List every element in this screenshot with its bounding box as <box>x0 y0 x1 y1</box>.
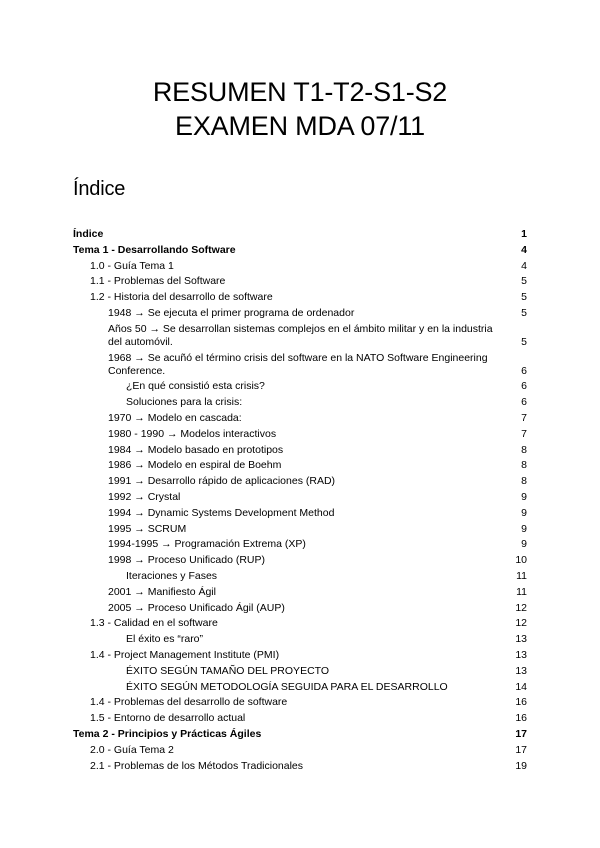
toc-entry[interactable] <box>73 491 527 504</box>
toc-entry-page-number: 12 <box>515 617 527 630</box>
toc-entry[interactable] <box>73 475 527 488</box>
toc-entry-page-number: 17 <box>515 743 527 756</box>
toc-entry-label: 2005 → Proceso Unificado Ágil (AUP) <box>108 601 285 614</box>
toc-entry-label: ¿En qué consistió esta crisis? <box>126 380 265 393</box>
toc-entry[interactable] <box>73 554 527 567</box>
toc-entry-page-number: 5 <box>521 335 527 348</box>
toc-entry-label: 1998 → Proceso Unificado (RUP) <box>108 554 265 567</box>
toc-entry-page-number: 14 <box>515 680 527 693</box>
toc-entry-page-number: 12 <box>515 601 527 614</box>
toc-entry-label: 2.1 - Problemas de los Métodos Tradicionales <box>90 759 304 772</box>
toc-entry-label: 1986 → Modelo en espiral de Boehm <box>108 459 282 472</box>
toc-entry-page-number: 9 <box>521 506 527 519</box>
toc-entry-page-number: 13 <box>515 664 527 677</box>
toc-entry[interactable] <box>73 523 527 536</box>
toc-entry-page-number: 19 <box>515 759 527 772</box>
toc-entry-page-number: 11 <box>516 585 527 598</box>
toc-entry[interactable] <box>73 586 527 599</box>
toc-entry-label: 1.1 - Problemas del Software <box>90 275 226 288</box>
toc-entry-label: 1.4 - Project Management Institute (PMI) <box>90 648 280 661</box>
toc-entry-page-number: 5 <box>521 306 527 319</box>
toc-entry-label: 1984 → Modelo basado en prototipos <box>108 443 284 456</box>
toc-entry-label: Iteraciones y Fases <box>126 569 218 582</box>
toc-entry-label: 1970 → Modelo en cascada: <box>108 411 242 424</box>
toc-entry[interactable] <box>73 323 527 349</box>
toc-entry[interactable] <box>73 538 527 551</box>
toc-entry-page-number: 13 <box>515 648 527 661</box>
toc-entry-page-number: 6 <box>521 364 527 377</box>
toc-entry[interactable] <box>73 352 527 378</box>
toc-entry[interactable] <box>73 728 527 741</box>
toc-entry-label: 2001 → Manifiesto Ágil <box>108 585 216 598</box>
toc-entry-label: 1968 → Se acuñó el término crisis del software en la NATO Software Engineering Conference. <box>108 351 488 377</box>
document-title-line-2: EXAMEN MDA 07/11 <box>175 111 425 141</box>
toc-entry-page-number: 6 <box>521 380 527 393</box>
toc-entry[interactable] <box>73 228 527 241</box>
toc-entry[interactable] <box>73 744 527 757</box>
toc-entry[interactable] <box>73 633 527 646</box>
toc-entry-label: Años 50 → Se desarrollan sistemas complejos en el ámbito militar y en la industria del automóvil. <box>108 322 493 348</box>
toc-entry-page-number: 1 <box>521 228 527 240</box>
toc-entry[interactable] <box>73 507 527 520</box>
toc-entry[interactable] <box>73 275 527 288</box>
toc-entry-page-number: 10 <box>515 554 527 567</box>
toc-entry-label: 1.5 - Entorno de desarrollo actual <box>90 712 246 725</box>
toc-entry-label: 2.0 - Guía Tema 2 <box>90 743 174 756</box>
toc-entry-page-number: 9 <box>521 538 527 551</box>
toc-entry-page-number: 16 <box>515 712 527 725</box>
toc-entry-page-number: 9 <box>521 522 527 535</box>
toc-entry-label: 1948 → Se ejecuta el primer programa de ordenador <box>108 306 355 319</box>
toc-entry[interactable] <box>73 696 527 709</box>
toc-entry[interactable] <box>73 681 527 694</box>
toc-entry[interactable] <box>73 260 527 273</box>
toc-entry-label: 1995 → SCRUM <box>108 522 187 535</box>
toc-entry-label: 1991 → Desarrollo rápido de aplicaciones (RAD) <box>108 475 336 488</box>
toc-entry[interactable] <box>73 760 527 773</box>
toc-entry-label: Tema 2 - Principios y Prácticas Ágiles <box>73 727 262 740</box>
toc-entry-page-number: 8 <box>521 459 527 472</box>
toc-entry-label: 1.3 - Calidad en el software <box>90 617 218 630</box>
toc-entry-label: 1.2 - Historia del desarrollo de software <box>90 291 273 304</box>
toc-entry-page-number: 16 <box>515 696 527 709</box>
toc-entry-page-number: 5 <box>521 291 527 304</box>
toc-entry-page-number: 5 <box>521 275 527 288</box>
toc-entry[interactable] <box>73 380 527 393</box>
toc-entry-page-number: 4 <box>521 243 527 256</box>
toc-entry-label: 1994-1995 → Programación Extrema (XP) <box>108 538 306 551</box>
toc-entry-label: 1.4 - Problemas del desarrollo de software <box>90 696 288 709</box>
toc-entry-page-number: 17 <box>515 727 527 740</box>
toc-entry-label: Tema 1 - Desarrollando Software <box>73 243 236 256</box>
toc-entry-label: ÉXITO SEGÚN METODOLOGÍA SEGUIDA PARA EL DESARROLLO <box>126 680 448 693</box>
toc-entry[interactable] <box>73 665 527 678</box>
toc-entry-page-number: 7 <box>521 427 527 440</box>
toc-entry[interactable] <box>73 617 527 630</box>
toc-entry[interactable] <box>73 396 527 409</box>
toc-entry[interactable] <box>73 712 527 725</box>
toc-entry-page-number: 8 <box>521 443 527 456</box>
toc-entry-label: 1.0 - Guía Tema 1 <box>90 259 174 272</box>
toc-entry-page-number: 6 <box>521 396 527 409</box>
toc-entry-page-number: 11 <box>516 569 527 582</box>
toc-entry-label: 1992 → Crystal <box>108 490 181 503</box>
toc-entry[interactable] <box>73 602 527 615</box>
toc-entry[interactable] <box>73 244 527 257</box>
toc-entry-page-number: 4 <box>521 259 527 272</box>
toc-entry-page-number: 13 <box>515 633 527 646</box>
toc-entry[interactable] <box>73 291 527 304</box>
toc-entry-label: 1980 - 1990 → Modelos interactivos <box>108 427 277 440</box>
toc-entry[interactable] <box>73 570 527 583</box>
toc-entry[interactable] <box>73 459 527 472</box>
toc-entry[interactable] <box>73 649 527 662</box>
index-heading: Índice <box>73 178 126 200</box>
document-title-line-1: RESUMEN T1-T2-S1-S2 <box>152 77 448 107</box>
toc-entry-label: Índice <box>73 228 104 240</box>
toc-entry-label: Soluciones para la crisis: <box>126 396 243 409</box>
toc-entry-label: ÉXITO SEGÚN TAMAÑO DEL PROYECTO <box>126 664 330 677</box>
toc-entry-page-number: 7 <box>521 411 527 424</box>
toc-entry[interactable] <box>73 412 527 425</box>
table-of-contents <box>73 228 527 775</box>
toc-entry[interactable] <box>73 428 527 441</box>
toc-entry-page-number: 9 <box>521 490 527 503</box>
toc-entry-label: 1994 → Dynamic Systems Development Method <box>108 506 335 519</box>
toc-entry-page-number: 8 <box>521 475 527 488</box>
toc-entry[interactable] <box>73 307 527 320</box>
toc-entry[interactable] <box>73 444 527 457</box>
toc-entry-label: El éxito es “raro” <box>126 633 204 646</box>
